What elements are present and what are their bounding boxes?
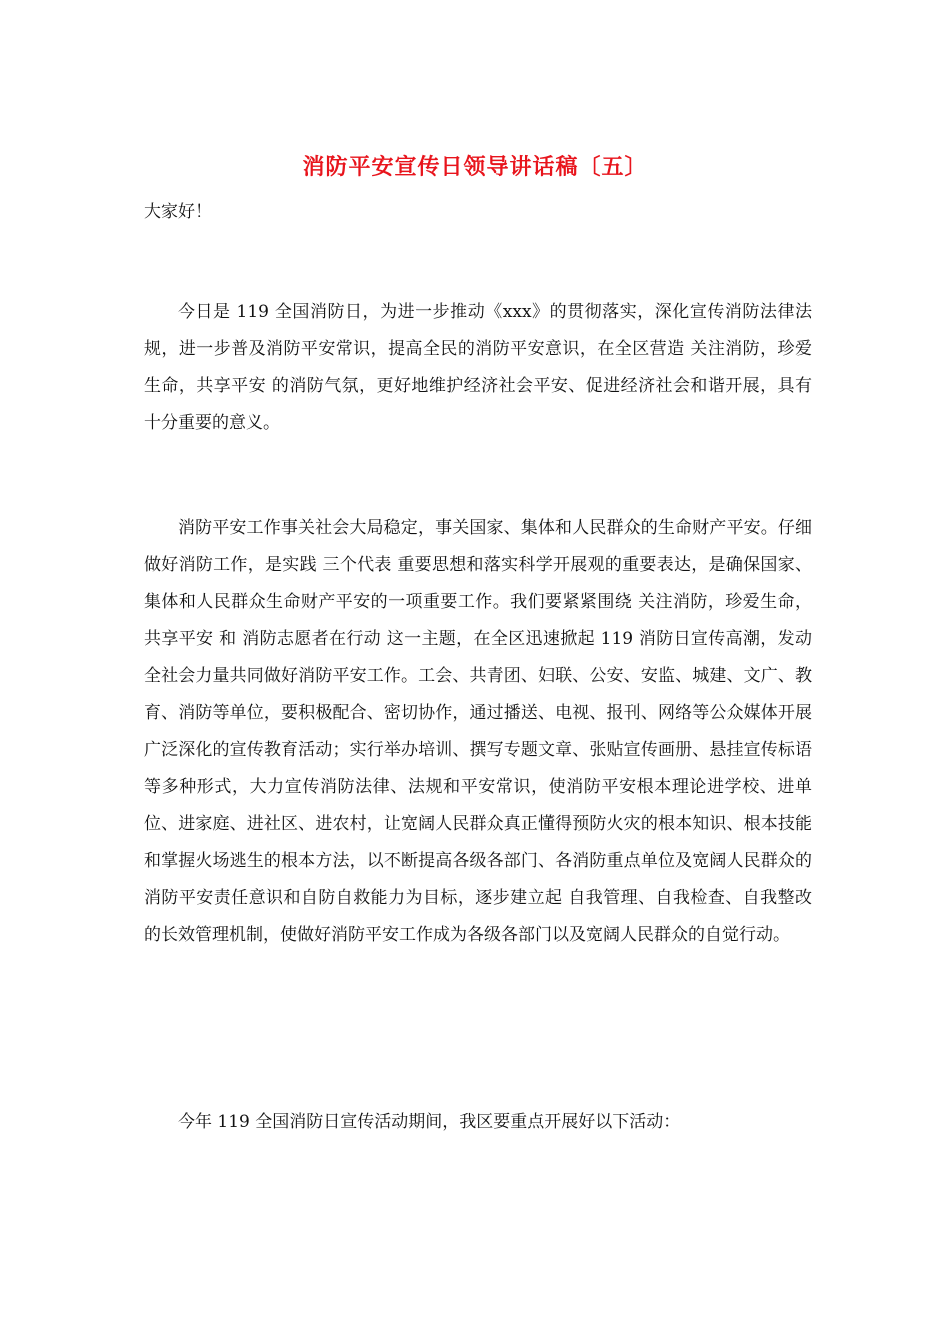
paragraph-3: 今年 119 全国消防日宣传活动期间，我区要重点开展好以下活动：: [178, 1112, 681, 1132]
greeting-text: 大家好！: [144, 202, 212, 222]
document-title: 消防平安宣传日领导讲话稿〔五〕: [302, 154, 648, 180]
paragraph-2: 消防平安工作事关社会大局稳定，事关国家、集体和人民群众的生命财产平安。仔细做好消防工作，是实践 三个代表 重要思想和落实科学开展观的重要表达，是确保国家、集体和人民群众生命财产平安的一项重要工作。我们要紧紧围绕 关注消防，珍爱生命，共享平安 和 消防志愿者在行动 这一主题，在全区迅速掀起 119 消防日宣传高潮，发动全社会力量共同做好消防平安工作。工会、共青团、妇联、公安、安监、城建、文广、教育、消防等单位，要积极配合、密切协作，通过播送、电视、报刊、网络等公众媒体开展广泛深化的宣传教育活动；实行举办培训、撰写专题文章、张贴宣传画册、悬挂宣传标语等多种形式，大力宣传消防法律、法规和平安常识，使消防平安根本理论进学校、进单位、进家庭、进社区、进农村，让宽阔人民群众真正懂得预防火灾的根本知识、根本技能和掌握火场逃生的根本方法，以不断提高各级各部门、各消防重点单位及宽阔人民群众的消防平安责任意识和自防自救能力为目标，逐步建立起 自我管理、自我检查、自我整改 的长效管理机制，使做好消防平安工作成为各级各部门以及宽阔人民群众的自觉行动。: [144, 518, 812, 945]
paragraph-1: 今日是 119 全国消防日，为进一步推动《xxx》的贯彻落实，深化宣传消防法律法规，进一步普及消防平安常识，提高全民的消防平安意识，在全区营造 关注消防，珍爱生命，共享平安 的消防气氛，更好地维护经济社会平安、促进经济社会和谐开展，具有十分重要的意义。: [144, 302, 812, 433]
